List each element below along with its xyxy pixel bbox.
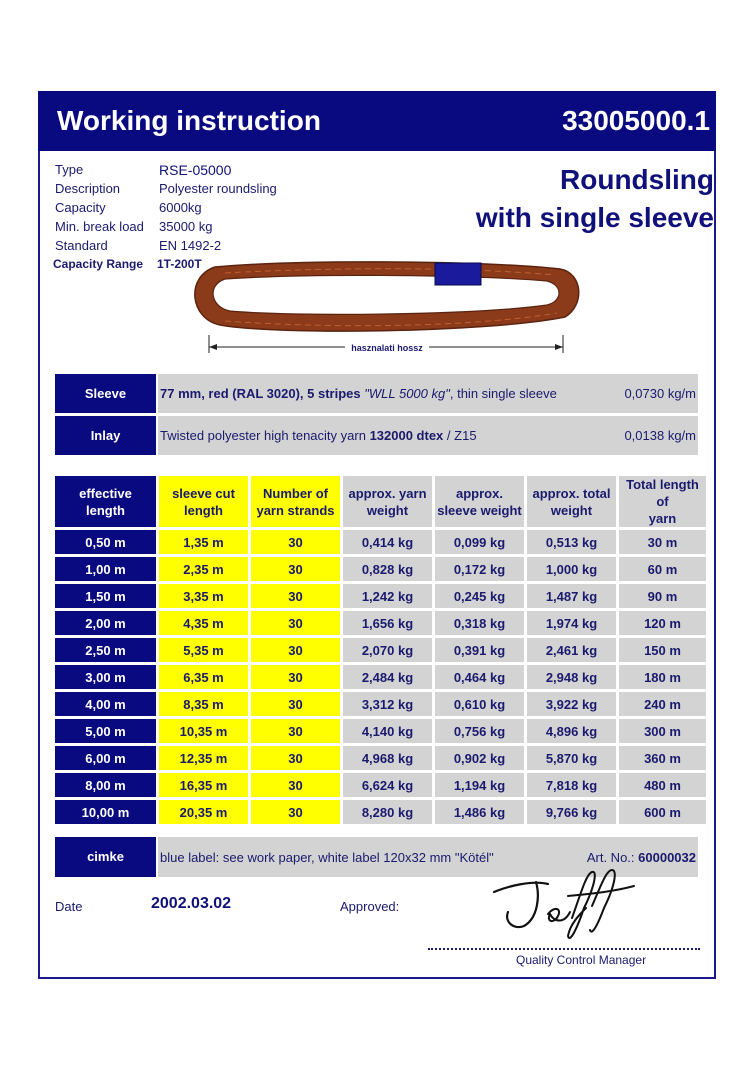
table-cell: 1,974 kg	[527, 611, 616, 635]
table-cell: 4,00 m	[55, 692, 156, 716]
table-cell: 1,487 kg	[527, 584, 616, 608]
table-cell: 8,280 kg	[343, 800, 432, 824]
table-cell: 1,194 kg	[435, 773, 524, 797]
table-cell: 30	[251, 746, 340, 770]
table-cell: 30	[251, 773, 340, 797]
inlay-dtex: 132000 dtex	[369, 428, 444, 443]
info-label: Description	[55, 181, 121, 196]
table-cell: 1,35 m	[159, 530, 248, 554]
art-no-label: Art. No.:	[586, 850, 635, 865]
sleeve-weight: 0,0730 kg/m	[624, 386, 696, 401]
table-cell: 300 m	[619, 719, 706, 743]
table-cell: 10,00 m	[55, 800, 156, 824]
table-cell: 3,312 kg	[343, 692, 432, 716]
inlay-twist: / Z15	[446, 428, 477, 443]
table-cell: 4,35 m	[159, 611, 248, 635]
table-row	[55, 611, 706, 635]
table-cell: 0,828 kg	[343, 557, 432, 581]
table-cell: 0,610 kg	[435, 692, 524, 716]
header-total-yarn-length: Total length of yarn	[619, 476, 706, 527]
table-cell: 480 m	[619, 773, 706, 797]
table-cell: 6,624 kg	[343, 773, 432, 797]
table-cell: 0,50 m	[55, 530, 156, 554]
product-name-line2: with single sleeve	[475, 202, 714, 233]
table-cell: 30	[251, 584, 340, 608]
table-row	[55, 530, 706, 554]
table-row	[55, 638, 706, 662]
label-row-title: cimke	[55, 837, 156, 877]
length-weight-table	[52, 473, 709, 827]
table-cell: 8,00 m	[55, 773, 156, 797]
table-cell: 1,000 kg	[527, 557, 616, 581]
sleeve-spec: 77 mm, red (RAL 3020), 5 stripes	[160, 386, 361, 401]
sleeve-label: Sleeve	[55, 374, 156, 413]
table-cell: 2,948 kg	[527, 665, 616, 689]
table-cell: 10,35 m	[159, 719, 248, 743]
table-row	[55, 557, 706, 581]
table-cell: 2,35 m	[159, 557, 248, 581]
approver-role: Quality Control Manager	[516, 953, 647, 967]
art-no-value: 60000032	[638, 850, 696, 865]
table-cell: 0,245 kg	[435, 584, 524, 608]
table-cell: 3,922 kg	[527, 692, 616, 716]
table-row	[55, 584, 706, 608]
header-yarn-weight: approx. yarn weight	[343, 476, 432, 527]
table-cell: 5,00 m	[55, 719, 156, 743]
table-cell: 2,50 m	[55, 638, 156, 662]
sleeve-type: , thin single sleeve	[449, 386, 557, 401]
table-cell: 20,35 m	[159, 800, 248, 824]
table-cell: 60 m	[619, 557, 706, 581]
table-cell: 0,391 kg	[435, 638, 524, 662]
table-cell: 180 m	[619, 665, 706, 689]
table-cell: 2,484 kg	[343, 665, 432, 689]
inlay-yarn: Twisted polyester high tenacity yarn	[160, 428, 366, 443]
table-cell: 0,318 kg	[435, 611, 524, 635]
signature	[488, 866, 638, 946]
header-effective-length: effective length	[55, 476, 156, 527]
table-cell: 0,756 kg	[435, 719, 524, 743]
info-label: Capacity Range	[53, 257, 144, 271]
signature-line	[428, 948, 700, 950]
table-cell: 2,461 kg	[527, 638, 616, 662]
inlay-label: Inlay	[55, 416, 156, 455]
title-bar	[38, 91, 716, 151]
table-row	[55, 800, 706, 824]
table-cell: 0,172 kg	[435, 557, 524, 581]
inlay-description	[158, 416, 698, 455]
table-cell: 0,414 kg	[343, 530, 432, 554]
table-cell: 12,35 m	[159, 746, 248, 770]
table-cell: 7,818 kg	[527, 773, 616, 797]
table-cell: 3,00 m	[55, 665, 156, 689]
table-cell: 5,35 m	[159, 638, 248, 662]
table-cell: 1,656 kg	[343, 611, 432, 635]
table-cell: 1,00 m	[55, 557, 156, 581]
table-cell: 30	[251, 638, 340, 662]
table-cell: 4,968 kg	[343, 746, 432, 770]
table-cell: 0,464 kg	[435, 665, 524, 689]
info-value: 35000 kg	[159, 219, 213, 234]
table-cell: 4,896 kg	[527, 719, 616, 743]
table-cell: 8,35 m	[159, 692, 248, 716]
table-cell: 9,766 kg	[527, 800, 616, 824]
table-row	[55, 665, 706, 689]
table-cell: 6,35 m	[159, 665, 248, 689]
table-cell: 600 m	[619, 800, 706, 824]
info-label: Type	[55, 162, 84, 177]
info-value: EN 1492-2	[159, 238, 222, 253]
table-cell: 90 m	[619, 584, 706, 608]
table-cell: 0,902 kg	[435, 746, 524, 770]
info-value: Polyester roundsling	[159, 181, 277, 196]
header-sleeve-weight: approx. sleeve weight	[435, 476, 524, 527]
info-value: 1T-200T	[157, 257, 202, 271]
sleeve-wll: "WLL 5000 kg"	[364, 386, 450, 401]
document-number: 33005000.1	[562, 105, 710, 136]
table-cell: 1,486 kg	[435, 800, 524, 824]
table-cell: 0,099 kg	[435, 530, 524, 554]
table-cell: 30	[251, 692, 340, 716]
info-label: Capacity	[55, 200, 106, 215]
date-label: Date	[55, 899, 83, 914]
label-desc: blue label: see work paper, white label 120x32 mm "Kötél"	[160, 850, 494, 865]
table-cell: 6,00 m	[55, 746, 156, 770]
table-cell: 30	[251, 665, 340, 689]
table-cell: 1,50 m	[55, 584, 156, 608]
table-header-row	[55, 476, 706, 527]
signature-text: Jeff	[488, 866, 490, 867]
table-cell: 240 m	[619, 692, 706, 716]
product-name-line1: Roundsling	[560, 164, 714, 195]
table-cell: 360 m	[619, 746, 706, 770]
table-row	[55, 773, 706, 797]
info-label: Standard	[55, 238, 108, 253]
table-cell: 30	[251, 530, 340, 554]
table-row	[55, 692, 706, 716]
table-cell: 30	[251, 611, 340, 635]
info-value: 6000kg	[159, 200, 202, 215]
header-total-weight: approx. total weight	[527, 476, 616, 527]
table-cell: 16,35 m	[159, 773, 248, 797]
document-title: Working instruction	[57, 105, 321, 136]
table-cell: 5,870 kg	[527, 746, 616, 770]
table-cell: 3,35 m	[159, 584, 248, 608]
info-label: Min. break load	[55, 219, 144, 234]
table-cell: 4,140 kg	[343, 719, 432, 743]
table-cell: 30	[251, 557, 340, 581]
table-cell: 150 m	[619, 638, 706, 662]
inlay-weight: 0,0138 kg/m	[624, 428, 696, 443]
sleeve-description	[158, 374, 698, 413]
table-cell: 0,513 kg	[527, 530, 616, 554]
table-cell: 1,242 kg	[343, 584, 432, 608]
table-row	[55, 746, 706, 770]
table-row	[55, 719, 706, 743]
table-cell: 120 m	[619, 611, 706, 635]
info-value: RSE-05000	[159, 162, 232, 178]
approved-label: Approved:	[340, 899, 400, 914]
header-sleeve-cut-length: sleeve cut length	[159, 476, 248, 527]
dimension-label: hasznalati hossz	[351, 343, 423, 353]
table-cell: 2,00 m	[55, 611, 156, 635]
table-cell: 30	[251, 719, 340, 743]
roundsling-illustration	[185, 255, 585, 365]
table-cell: 30	[251, 800, 340, 824]
table-cell: 30 m	[619, 530, 706, 554]
date-value: 2002.03.02	[151, 895, 232, 912]
table-cell: 2,070 kg	[343, 638, 432, 662]
header-yarn-strands: Number of yarn strands	[251, 476, 340, 527]
